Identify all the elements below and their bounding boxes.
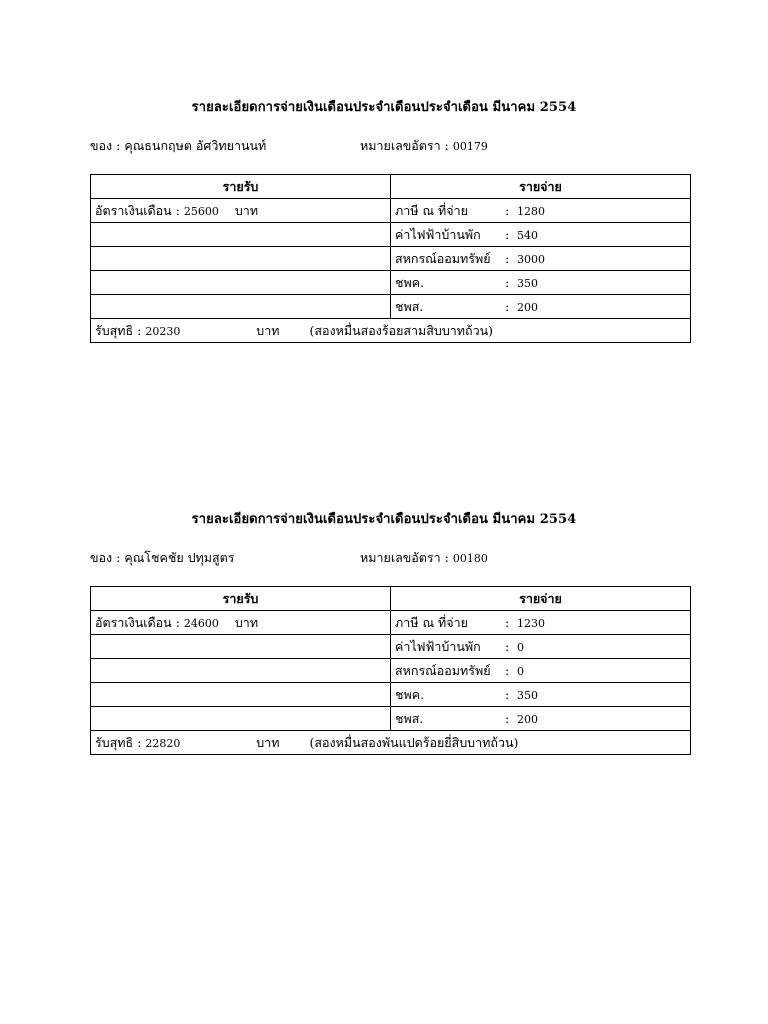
salary-cell <box>91 611 391 635</box>
empty-cell <box>91 635 391 659</box>
payslip-title: รายละเอียดการจ่ายเงินเดือนประจำเดือนประจำเดือน มีนาคม 2554 <box>191 100 577 115</box>
rate-label: หมายเลขอัตรา : <box>360 550 449 565</box>
employee-name: คุณโชคชัย ปทุมสูตร <box>124 550 235 565</box>
net-row <box>91 319 691 343</box>
to-label: ของ : <box>90 138 121 153</box>
payslip-title: รายละเอียดการจ่ายเงินเดือนประจำเดือนประจำเดือน มีนาคม 2554 <box>191 512 577 527</box>
deduction-cell: ชพค. : 350 <box>391 271 691 295</box>
baht-label: บาท <box>234 202 259 218</box>
table-row <box>91 247 691 271</box>
salary-value: 24600 <box>183 616 219 630</box>
deduction-value: 540 <box>517 228 538 242</box>
deduction-cell: ภาษี ณ ที่จ่าย : 1230 <box>391 611 691 635</box>
table-row <box>91 635 691 659</box>
income-header: รายรับ <box>91 175 391 199</box>
rate-line <box>360 548 488 568</box>
empty-cell <box>91 659 391 683</box>
net-label: รับสุทธิ : <box>95 322 142 338</box>
rate-label: หมายเลขอัตรา : <box>360 138 449 153</box>
empty-cell <box>91 683 391 707</box>
empty-cell <box>91 223 391 247</box>
table-row <box>91 659 691 683</box>
pay-table <box>90 174 691 343</box>
deduction-cell: สหกรณ์ออมทรัพย์ : 3000 <box>391 247 691 271</box>
deduction-label: ชพส. <box>395 298 424 314</box>
deduction-label: สหกรณ์ออมทรัพย์ <box>395 662 491 678</box>
empty-cell <box>91 271 391 295</box>
baht-label: บาท <box>256 322 280 338</box>
deduction-cell: ค่าไฟฟ้าบ้านพัก : 540 <box>391 223 691 247</box>
deduction-value: 0 <box>517 664 524 678</box>
deduction-cell: สหกรณ์ออมทรัพย์ : 0 <box>391 659 691 683</box>
deduction-label: ชพส. <box>395 710 424 726</box>
table-row <box>91 199 691 223</box>
empty-cell <box>91 247 391 271</box>
deduction-value: 200 <box>517 300 538 314</box>
deduction-label: ชพค. <box>395 274 425 290</box>
deduction-label: สหกรณ์ออมทรัพย์ <box>395 250 491 266</box>
deduction-cell: ชพส. : 200 <box>391 295 691 319</box>
empty-cell <box>91 707 391 731</box>
employee-name: คุณธนกฤษต อัศวิทยานนท์ <box>124 138 267 153</box>
table-header-row <box>91 587 691 611</box>
salary-label: อัตราเงินเดือน : <box>95 202 180 218</box>
deduction-cell: ชพส. : 200 <box>391 707 691 731</box>
employee-line <box>90 136 266 156</box>
deduction-value: 1280 <box>517 204 545 218</box>
net-row <box>91 731 691 755</box>
deduction-value: 200 <box>517 712 538 726</box>
deduction-value: 350 <box>517 276 538 290</box>
rate-line <box>360 136 488 156</box>
deduction-label: ค่าไฟฟ้าบ้านพัก <box>395 226 481 242</box>
salary-label: อัตราเงินเดือน : <box>95 614 180 630</box>
deduction-value: 0 <box>517 640 524 654</box>
pay-table <box>90 586 691 755</box>
net-label: รับสุทธิ : <box>95 734 142 750</box>
rate-number: 00179 <box>452 140 488 153</box>
net-amount-words: (สองหมื่นสองร้อยสามสิบบาทถ้วน) <box>309 322 494 338</box>
deduction-label: ภาษี ณ ที่จ่าย <box>395 202 468 218</box>
empty-cell <box>91 295 391 319</box>
expense-header: รายจ่าย <box>391 587 691 611</box>
net-amount-words: (สองหมื่นสองพันแปดร้อยยี่สิบบาทถ้วน) <box>309 734 519 750</box>
table-row <box>91 611 691 635</box>
deduction-cell: ภาษี ณ ที่จ่าย : 1280 <box>391 199 691 223</box>
table-row <box>91 707 691 731</box>
deduction-cell: ชพค. : 350 <box>391 683 691 707</box>
deduction-cell: ค่าไฟฟ้าบ้านพัก : 0 <box>391 635 691 659</box>
net-value: 20230 <box>145 324 181 338</box>
salary-value: 25600 <box>183 204 219 218</box>
table-row <box>91 295 691 319</box>
deduction-label: ค่าไฟฟ้าบ้านพัก <box>395 638 481 654</box>
table-row <box>91 271 691 295</box>
table-row <box>91 223 691 247</box>
deduction-value: 1230 <box>517 616 545 630</box>
rate-number: 00180 <box>452 552 488 565</box>
deduction-value: 3000 <box>517 252 545 266</box>
net-value: 22820 <box>145 736 181 750</box>
deduction-label: ภาษี ณ ที่จ่าย <box>395 614 468 630</box>
net-cell <box>91 319 691 343</box>
income-header: รายรับ <box>91 587 391 611</box>
salary-cell <box>91 199 391 223</box>
baht-label: บาท <box>234 614 259 630</box>
to-label: ของ : <box>90 550 121 565</box>
expense-header: รายจ่าย <box>391 175 691 199</box>
employee-line <box>90 548 235 568</box>
baht-label: บาท <box>256 734 280 750</box>
table-header-row <box>91 175 691 199</box>
table-row <box>91 683 691 707</box>
deduction-label: ชพค. <box>395 686 425 702</box>
deduction-value: 350 <box>517 688 538 702</box>
net-cell <box>91 731 691 755</box>
